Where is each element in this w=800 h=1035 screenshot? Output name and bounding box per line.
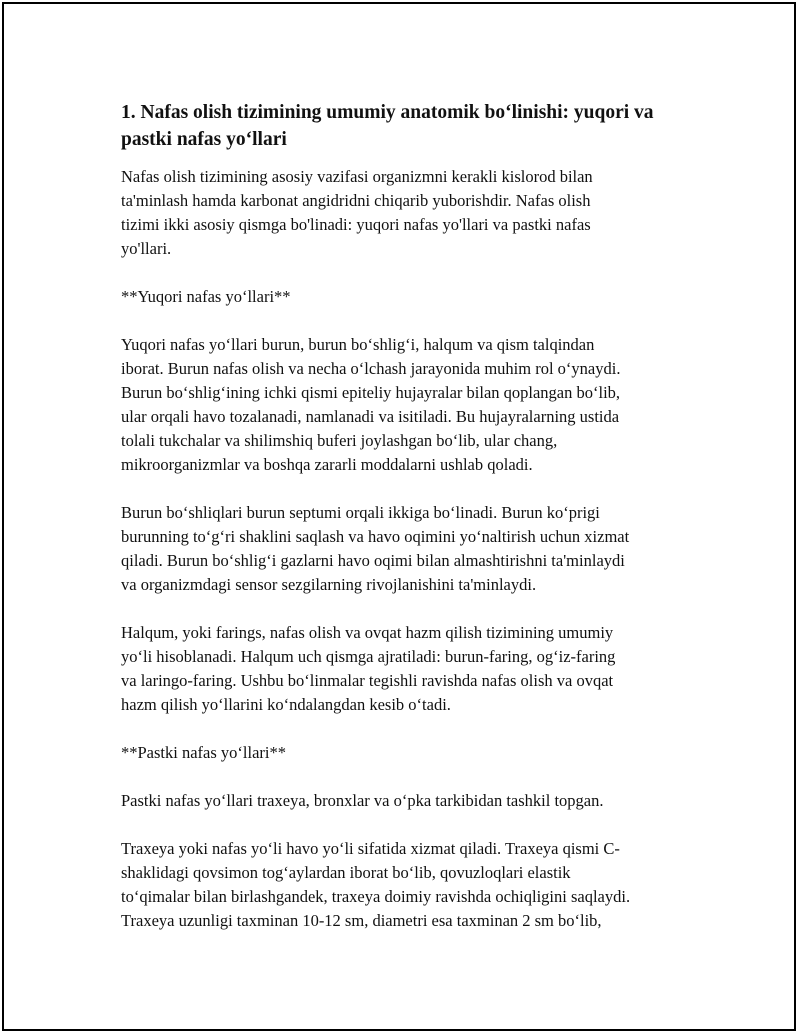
section-title: 1. Nafas olish tizimining umumiy anatomik bo‘linishi: yuqori va pastki nafas yo‘llari xyxy=(121,102,654,150)
lower-airways-paragraph: Pastki nafas yo‘llari traxeya, bronxlar va o‘pka tarkibidan tashkil topgan. xyxy=(121,791,604,810)
lower-airways-heading: **Pastki nafas yo‘llari** xyxy=(121,743,286,762)
intro-paragraph: Nafas olish tizimining asosiy vazifasi organizmni kerakli kislorod bilan ta'minlash hamda karbonat angidridni chiqarib yuborishdir. Nafas olish tizimi ikki asosiy qismga bo'linadi: yuqori nafas yo'llari va pastki nafas yo'llari. xyxy=(121,167,593,258)
page-frame xyxy=(2,2,796,1031)
upper-airways-heading: **Yuqori nafas yo‘llari** xyxy=(121,287,291,306)
upper-airways-paragraph: Yuqori nafas yo‘llari burun, burun bo‘shlig‘i, halqum va qism talqindan iborat. Burun nafas olish va necha o‘lchash jarayonida muhim rol o‘ynaydi. Burun bo‘shlig‘ining ichki qismi epiteliy hujayralar bilan qoplangan bo‘lib, ular orqali havo tozalanadi, namlanadi va isitiladi. Bu hujayralarning ustida tolali tukchalar va shilimshiq buferi joylashgan bo‘lib, ular chang, mikroorganizmlar va boshqa zararli moddalarni ushlab qoladi. xyxy=(121,335,621,474)
trachea-paragraph: Traxeya yoki nafas yo‘li havo yo‘li sifatida xizmat qiladi. Traxeya qismi C- shaklidagi qovsimon tog‘aylardan iborat bo‘lib, qovuzloqlari elastik to‘qimalar bilan birlashgandek, traxeya doimiy ravishda ochiqligini saqlaydi. Traxeya uzunligi taxminan 10-12 sm, diametri esa taxminan 2 sm bo‘lib, xyxy=(121,839,631,930)
nasal-cavity-paragraph: Burun bo‘shliqlari burun septumi orqali ikkiga bo‘linadi. Burun ko‘prigi burunning to‘g‘ri shaklini saqlash va havo oqimini yo‘naltirish uchun xizmat qiladi. Burun bo‘shlig‘i gazlarni havo oqimi bilan almashtirishni ta'minlaydi va organizmdagi sensor sezgilarning rivojlanishini ta'minlaydi. xyxy=(121,503,630,594)
pharynx-paragraph: Halqum, yoki farings, nafas olish va ovqat hazm qilish tizimining umumiy yo‘li hisoblanadi. Halqum uch qismga ajratiladi: burun-faring, og‘iz-faring va laringo-faring. Ushbu bo‘linmalar tegishli ravishda nafas olish va ovqat hazm qilish yo‘llarini ko‘ndalangdan kesib o‘tadi. xyxy=(121,623,616,714)
document-body xyxy=(121,99,691,957)
